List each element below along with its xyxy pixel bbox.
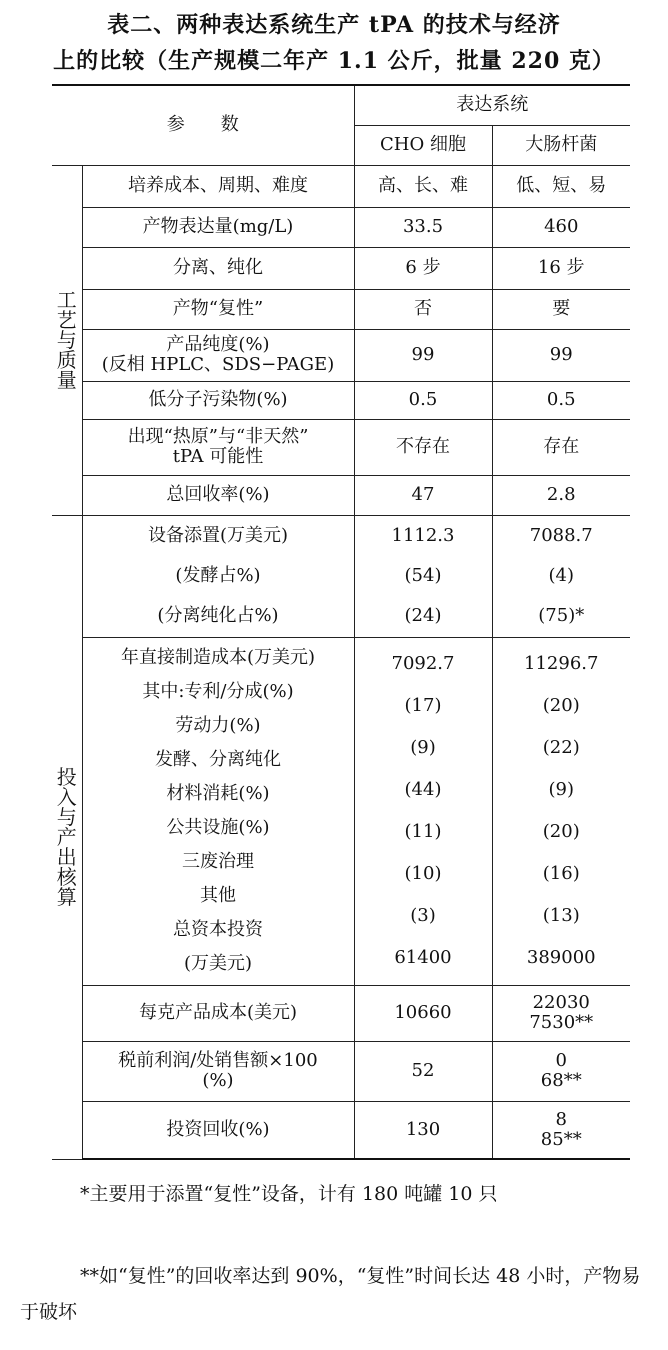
footnote-double-asterisk: **如“复性”的回收率达到 90%，“复性”时间长达 48 小时，产物易于破坏 xyxy=(20,1265,641,1323)
row-param: 产品纯度(%) (反相 HPLC、SDS−PAGE) xyxy=(82,329,354,381)
row-ecoli: 8 85** xyxy=(492,1101,630,1159)
row-ecoli: 要 xyxy=(492,289,630,329)
row-ecoli: 2.8 xyxy=(492,475,630,515)
row-ecoli: 460 xyxy=(492,207,630,247)
row-cho: 高、长、难 xyxy=(354,165,492,207)
row-cho: 否 xyxy=(354,289,492,329)
row-param: 年直接制造成本(万美元) 其中:专利/分成(%) 劳动力(%) 发酵、分离纯化 材料消耗(%) 公共设施(%) 三废治理 其他 总资本投资 (万美元) xyxy=(82,637,354,985)
row-cho: 10660 xyxy=(354,985,492,1041)
header-ecoli: 大肠杆菌 xyxy=(492,125,630,165)
row-cho: 0.5 xyxy=(354,381,492,419)
row-param: 产物表达量(mg/L) xyxy=(82,207,354,247)
row-cho: 33.5 xyxy=(354,207,492,247)
table-title-line-1: 表二、两种表达系统生产 tPA 的技术与经济 xyxy=(107,12,561,38)
row-param: 出现“热原”与“非天然” tPA 可能性 xyxy=(82,419,354,475)
footnote-single-asterisk: *主要用于添置“复性”设备，计有 180 吨罐 10 只 xyxy=(80,1183,498,1205)
row-param: 设备添置(万美元) (发酵占%) (分离纯化占%) xyxy=(82,515,354,637)
row-ecoli: 0.5 xyxy=(492,381,630,419)
header-cho: CHO 细胞 xyxy=(354,125,492,165)
row-cho: 6 步 xyxy=(354,247,492,289)
row-cho: 47 xyxy=(354,475,492,515)
row-param: 培养成本、周期、难度 xyxy=(82,165,354,207)
row-param: 投资回收(%) xyxy=(82,1101,354,1159)
row-param: 低分子污染物(%) xyxy=(82,381,354,419)
row-cho: 99 xyxy=(354,329,492,381)
row-ecoli: 7088.7 (4) (75)* xyxy=(492,515,630,637)
header-expression-system: 表达系统 xyxy=(354,85,630,125)
row-param: 税前利润/处销售额×100 (%) xyxy=(82,1041,354,1101)
row-cho: 1112.3 (54) (24) xyxy=(354,515,492,637)
table-title-line-2: 上的比较（生产规模二年产 1.1 公斤，批量 220 克） xyxy=(53,48,615,74)
group-process-quality: 工 艺 与 质 量 xyxy=(52,165,82,515)
header-param: 参 数 xyxy=(52,85,354,165)
row-ecoli: 存在 xyxy=(492,419,630,475)
row-ecoli: 0 68** xyxy=(492,1041,630,1101)
row-param: 每克产品成本(美元) xyxy=(82,985,354,1041)
row-cho: 不存在 xyxy=(354,419,492,475)
row-ecoli: 16 步 xyxy=(492,247,630,289)
row-cho: 52 xyxy=(354,1041,492,1101)
comparison-table xyxy=(52,84,630,1160)
row-cho: 130 xyxy=(354,1101,492,1159)
row-cho: 7092.7 (17) (9) (44) (11) (10) (3) 61400 xyxy=(354,637,492,985)
row-ecoli: 11296.7 (20) (22) (9) (20) (16) (13) 389000 xyxy=(492,637,630,985)
row-param: 总回收率(%) xyxy=(82,475,354,515)
row-ecoli: 99 xyxy=(492,329,630,381)
row-param: 分离、纯化 xyxy=(82,247,354,289)
row-param: 产物“复性” xyxy=(82,289,354,329)
group-input-output: 投 入 与 产 出 核 算 xyxy=(52,515,82,1159)
row-ecoli: 低、短、易 xyxy=(492,165,630,207)
row-ecoli: 22030 7530** xyxy=(492,985,630,1041)
